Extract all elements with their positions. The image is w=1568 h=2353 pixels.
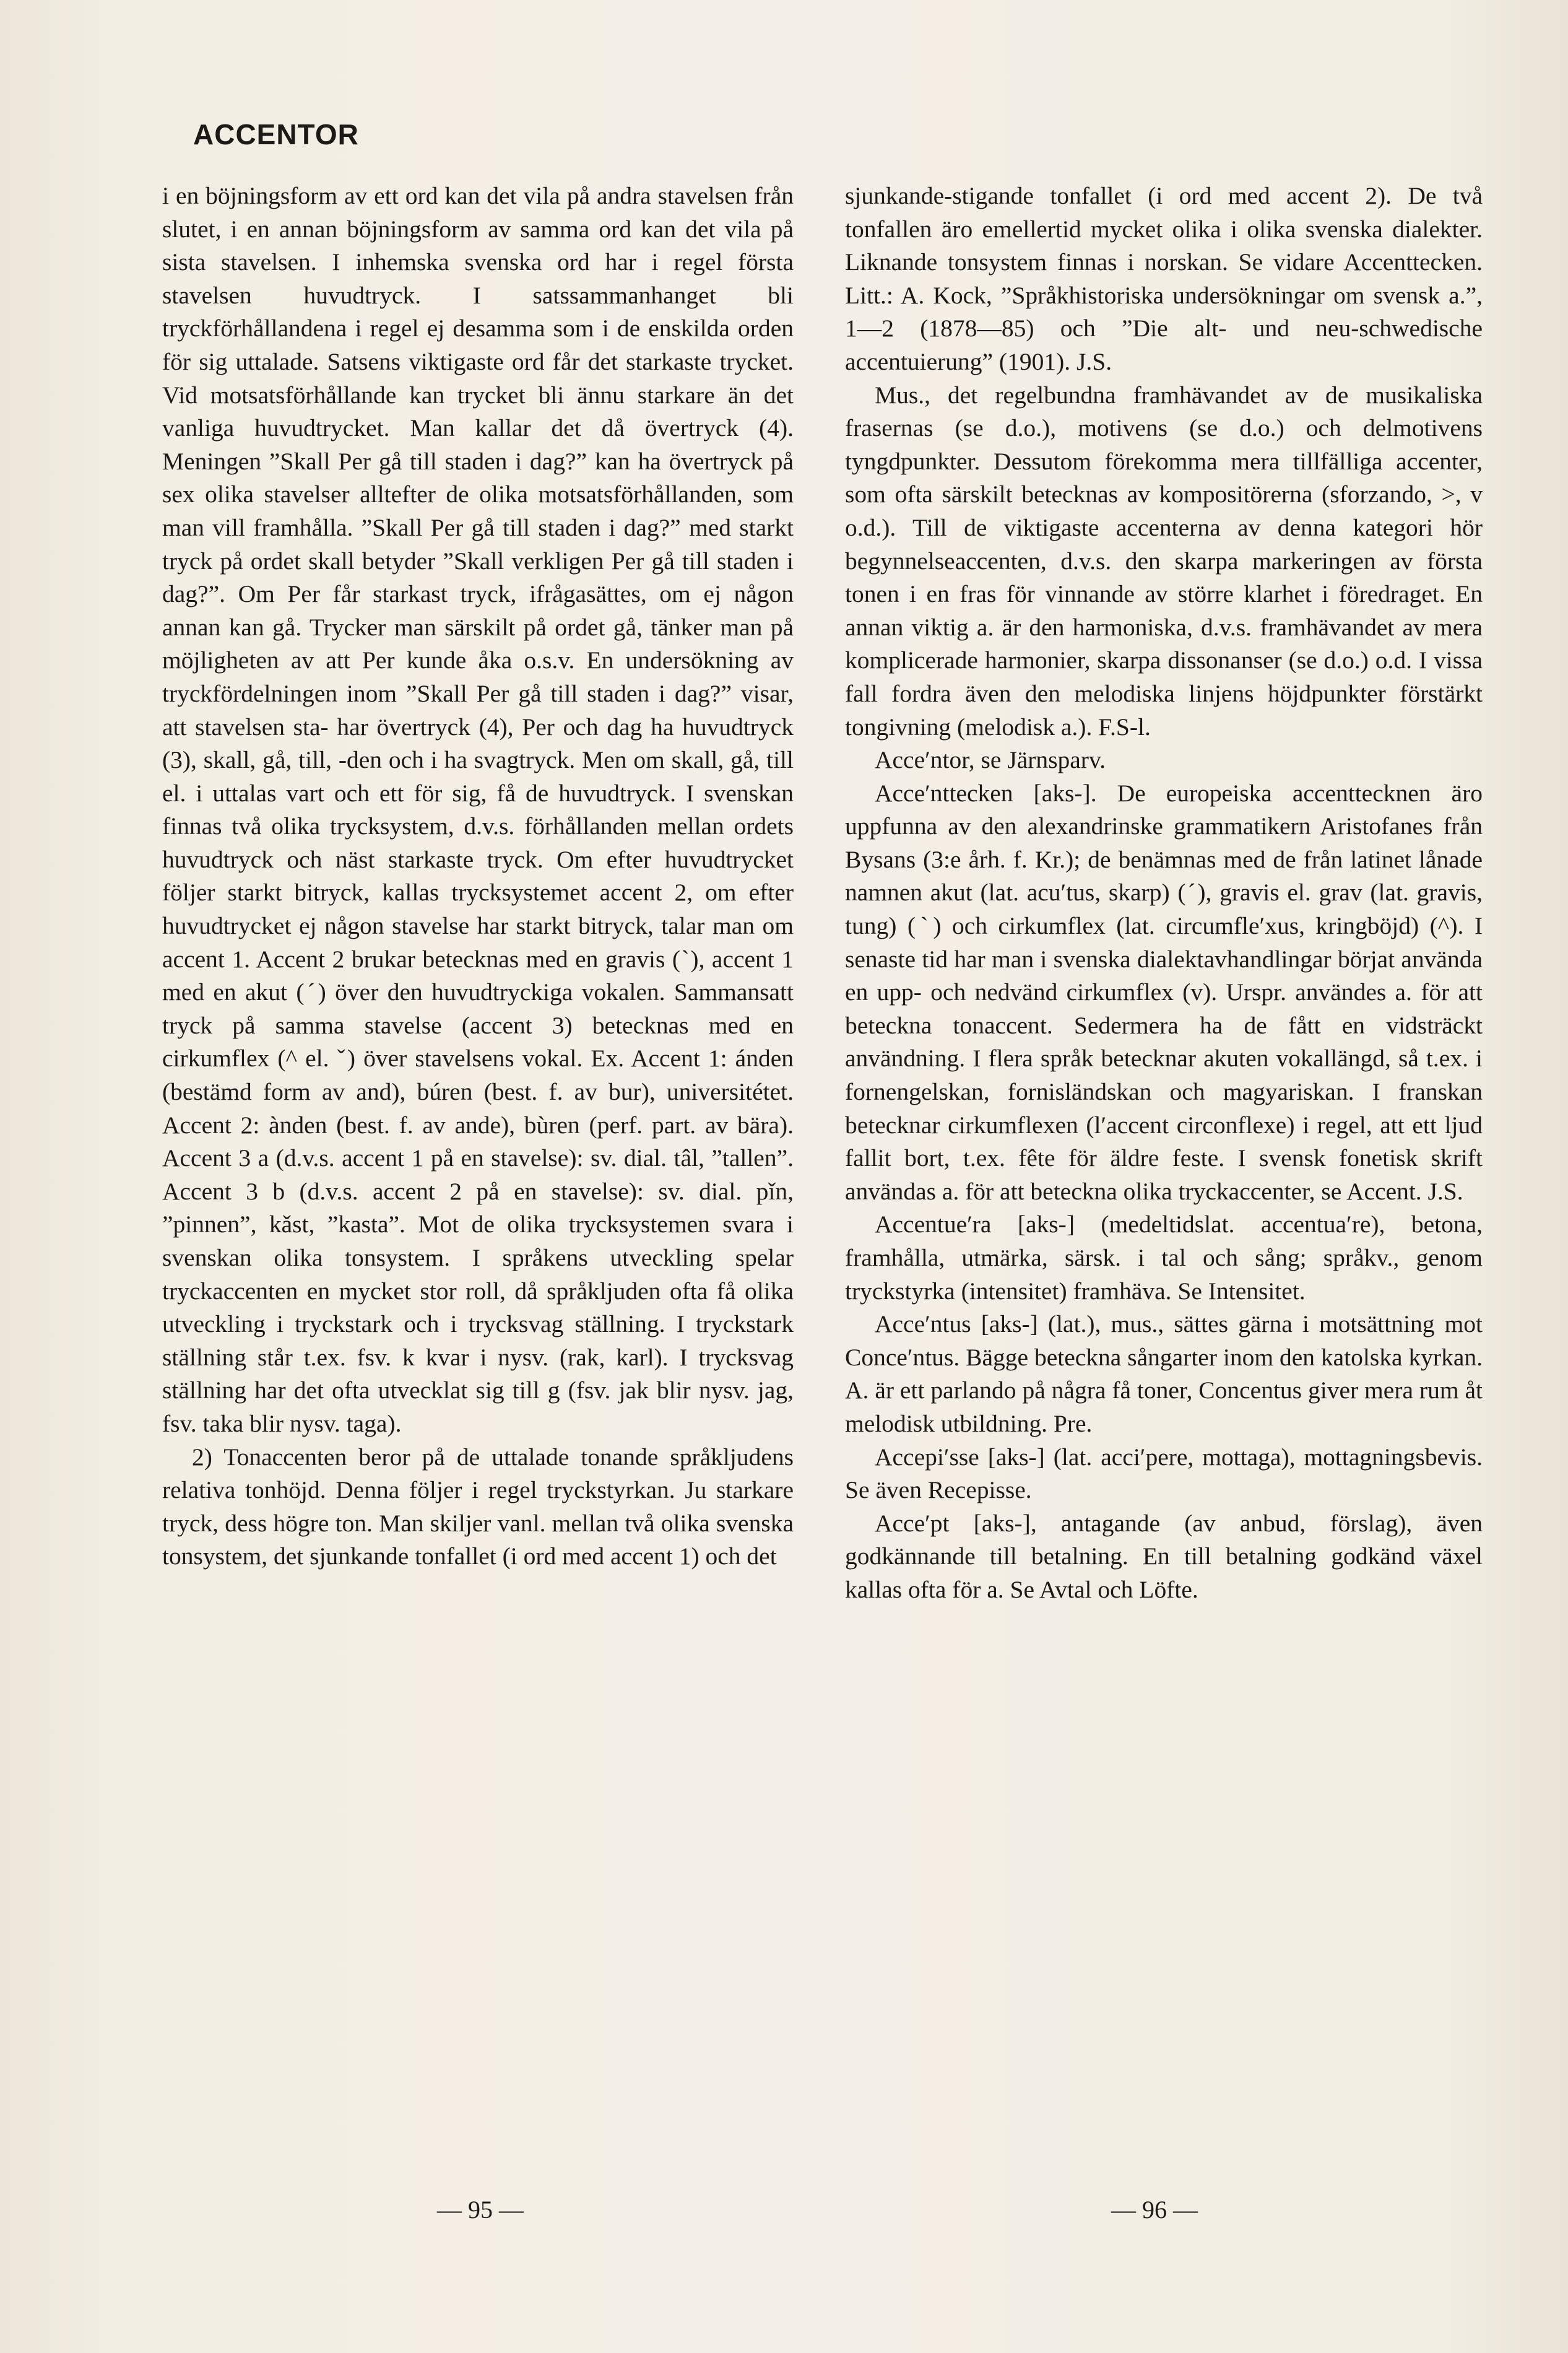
entry-accentor: Acce′ntor, se Järnsparv.	[875, 746, 1106, 774]
running-header: ACCENTOR	[193, 118, 359, 150]
page-number-right: — 96 —	[1111, 2196, 1198, 2224]
entry-accept: Acce′pt [aks-], antagande (av anbud, förslag), även godkännande till betalning. En till betalning godkänd växel kallas ofta för a. Se Avtal och Löfte.	[845, 1509, 1483, 1603]
entry-accentuera: Accentue′ra [aks-] (medeltidslat. accentua′re), betona, framhålla, utmärka, särsk. i tal och sång; språkv., genom tryckstyrka (intensitet) framhäva. Se Intensitet.	[845, 1211, 1483, 1305]
paragraph: sjunkande-stigande tonfallet (i ord med accent 2). De två tonfallen äro emellertid mycket olika i olika svenska dialekter. Liknande tonsystem finnas i norskan. Se vidare Accenttecken. Litt.: A. Kock, ”Språkhistoriska undersökningar om svensk a.”, 1—2 (1878—85) och ”Die alt- und neu-schwedische accentuierung” (1901). J.S.	[845, 182, 1483, 375]
left-column	[162, 180, 794, 1573]
paragraph: i en böjningsform av ett ord kan det vila på andra stavelsen från slutet, i en annan böjningsform av samma ord kan det vila på sista stavelsen. I inhemska svenska ord har i regel första stavelsen huvudtryck. I satssammanhanget bli tryckförhållandena i regel ej desamma som i de enskilda orden för sig uttalade. Satsens viktigaste ord får det starkaste trycket. Vid motsatsförhållande kan trycket bli ännu starkare än det vanliga huvudtrycket. Man kallar det då övertryck (4). Meningen ”Skall Per gå till staden i dag?” kan ha övertryck på sex olika stavelser alltefter de olika motsatsförhållanden, som man vill framhålla. ”Skall Per gå till staden i dag?” med starkt tryck på ordet skall betyder ”Skall verkligen Per gå till staden i dag?”. Om Per får starkast tryck, ifrågasättes, om ej någon annan kan gå. Trycker man särskilt på ordet gå, tänker man på möjligheten av att Per kunde åka o.s.v. En undersökning av tryckfördelningen inom ”Skall Per gå till staden i dag?” visar, att stavelsen sta- har övertryck (4), Per och dag ha huvudtryck (3), skall, gå, till, -den och i ha svagtryck. Men om skall, gå, till el. i uttalas vart och ett för sig, få de huvudtryck. I svenskan finnas två olika trycksystem, d.v.s. förhållanden mellan ordets huvudtryck och näst starkaste tryck. Om efter huvudtrycket följer starkt bitryck, kallas trycksystemet accent 2, om efter huvudtrycket ej någon stavelse har starkt bitryck, talar man om accent 1. Accent 2 brukar betecknas med en gravis (ˋ), accent 1 med en akut (ˊ) över den huvudtryckiga vokalen. Sammansatt tryck på samma stavelse (accent 3) betecknas med en cirkumflex (^ el. ˇ) över stavelsens vokal. Ex. Accent 1: ánden (bestämd form av and), búren (best. f. av bur), universitétet. Accent 2: ànden (best. f. av ande), bùren (perf. part. av bära). Accent 3 a (d.v.s. accent 1 på en stavelse): sv. dial. tâl, ”tallen”. Accent 3 b (d.v.s. accent 2 på en stavelse): sv. dial. pǐn, ”pinnen”, kǎst, ”kasta”. Mot de olika trycksystemen svara i svenskan olika tonsystem. I språkens utveckling spelar tryckaccenten en mycket stor roll, då språkljuden ofta få olika utveckling i tryckstark och i trycksvag ställning. I tryckstark ställning står t.ex. fsv. k kvar i nysv. (rak, karl). I trycksvag ställning har det ofta utvecklat sig till g (fsv. jak blir nysv. jag, fsv. taka blir nysv. taga).	[162, 182, 794, 1437]
entry-accentus: Acce′ntus [aks-] (lat.), mus., sättes gärna i motsättning mot Conce′ntus. Bägge beteckna sångarter inom den katolska kyrkan. A. är ett parlando på några få toner, Concentus giver mera rum åt melodisk utbildning. Pre.	[845, 1310, 1483, 1437]
paragraph: Mus., det regelbundna framhävandet av de musikaliska frasernas (se d.o.), motivens (se d.o.) och delmotivens tyngdpunkter. Dessutom förekomma mera tillfälliga accenter, som ofta särskilt betecknas av kompositörerna (sforzando, >, v o.d.). Till de viktigaste accenterna av denna kategori hör begynnelseaccenten, d.v.s. den skarpa markeringen av första tonen i en fras för vinnande av större klarhet i föredraget. En annan viktig a. är den harmoniska, d.v.s. framhävandet av mera komplicerade harmonier, skarpa dissonanser (se d.o.) o.d. I vissa fall fordra även den melodiska linjens höjdpunkter förstärkt tongivning (melodisk a.). F.S-l.	[845, 381, 1483, 741]
entry-accepisse: Accepi′sse [aks-] (lat. acci′pere, mottaga), mottagningsbevis. Se även Recepisse.	[845, 1443, 1483, 1504]
paragraph: 2) Tonaccenten beror på de uttalade tonande språkljudens relativa tonhöjd. Denna följer i regel tryckstyrkan. Ju starkare tryck, dess högre ton. Man skiljer vanl. mellan två olika svenska tonsystem, det sjunkande tonfallet (i ord med accent 1) och det	[162, 1443, 794, 1570]
page-number-left: — 95 —	[437, 2196, 524, 2224]
right-column	[845, 180, 1483, 1607]
entry-accenttecken: Acce′nttecken [aks-]. De europeiska accenttecknen äro uppfunna av den alexandrinske grammatikern Aristofanes från Bysans (3:e årh. f. Kr.); de benämnas med de från latinet lånade namnen akut (lat. acu′tus, skarp) (ˊ), gravis el. grav (lat. gravis, tung) (ˋ) och cirkumflex (lat. circumfle′xus, kringböjd) (^). I senaste tid har man i svenska dialektavhandlingar börjat använda en upp- och nedvänd cirkumflex (v). Urspr. användes a. för att beteckna tonaccent. Sedermera ha de fått en vidsträckt användning. I flera språk betecknar akuten vokallängd, så t.ex. i fornengelskan, fornisländskan och magyariskan. I franskan betecknar cirkumflexen (l′accent circonflexe) i regel, att ett ljud fallit bort, t.ex. fête för äldre feste. I svensk fonetisk skrift användas a. för att beteckna olika tryckaccenter, se Accent. J.S.	[845, 779, 1483, 1205]
